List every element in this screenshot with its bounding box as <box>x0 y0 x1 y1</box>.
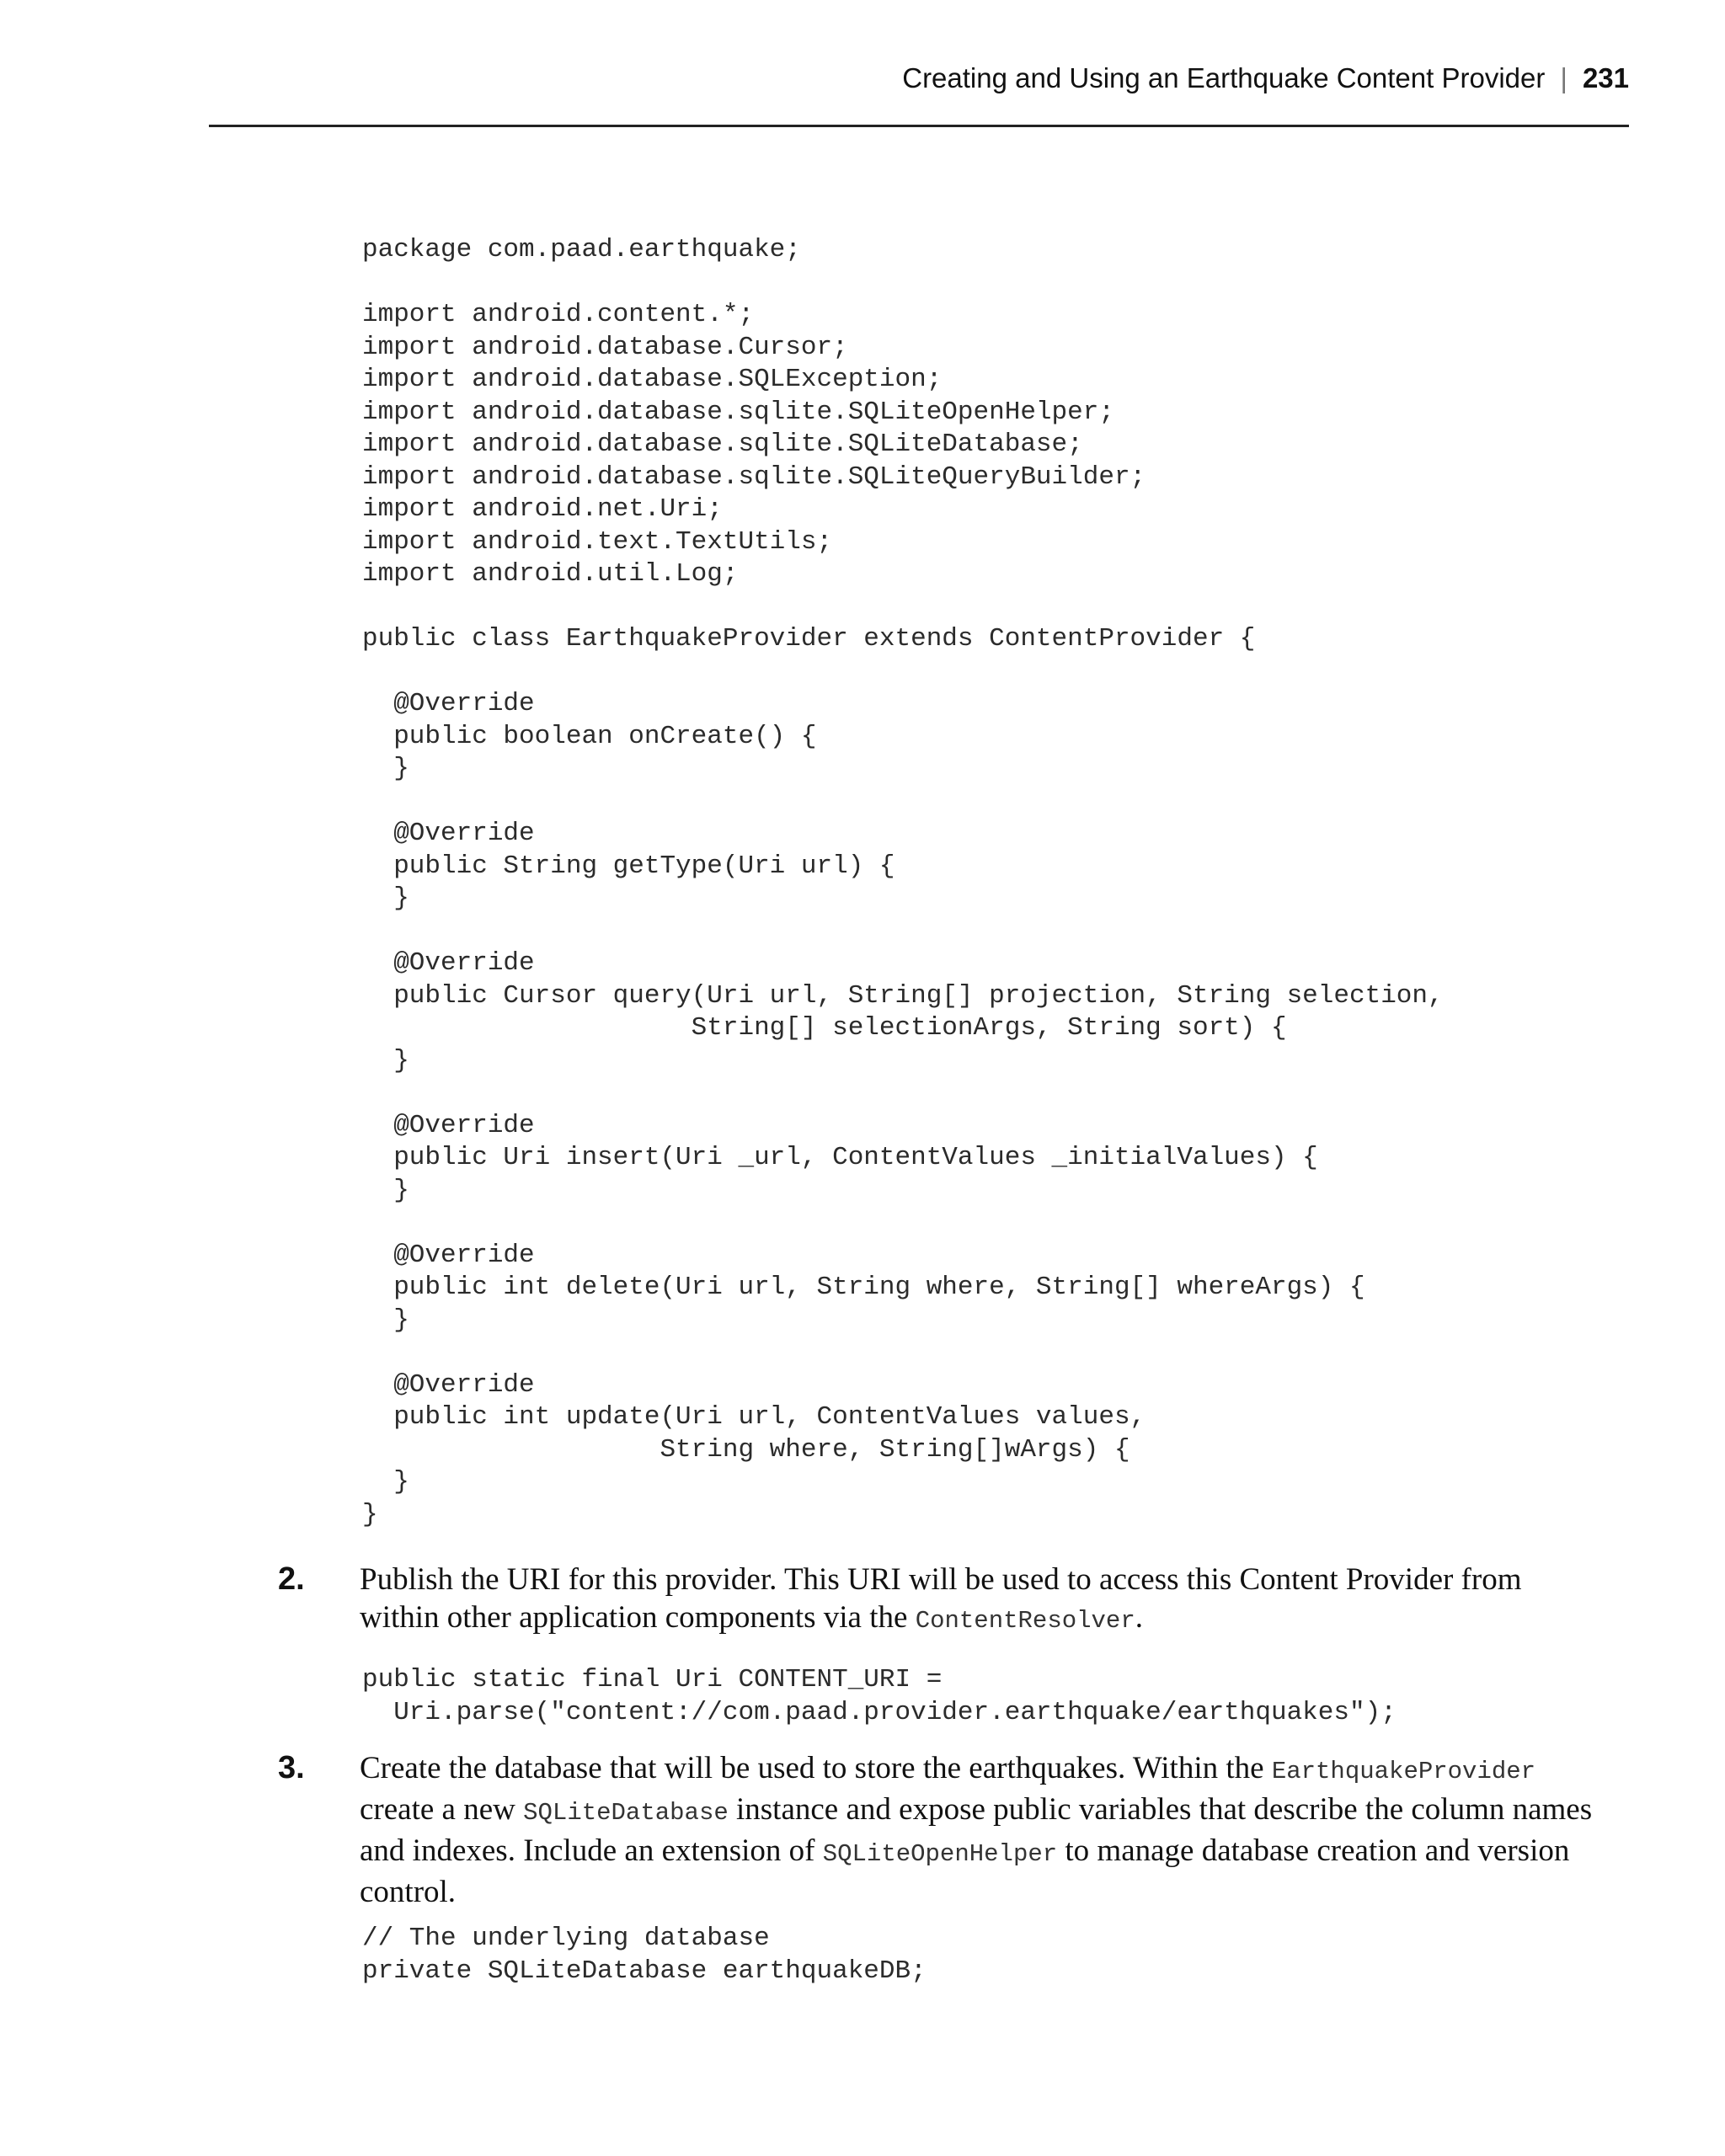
running-header-title: Creating and Using an Earthquake Content Provider <box>902 62 1546 93</box>
code-line: public int update(Uri url, ContentValues values, <box>362 1402 1146 1432</box>
running-header <box>209 62 1629 104</box>
inline-code: SQLiteDatabase <box>523 1799 729 1827</box>
code-line: String where, String[]wArgs) { <box>362 1434 1130 1465</box>
code-line: public static final Uri CONTENT_URI = <box>362 1665 943 1694</box>
code-line: import android.database.SQLException; <box>362 365 943 394</box>
code-line <box>362 591 1444 624</box>
code-line: // The underlying database <box>362 1924 770 1953</box>
inline-code: SQLiteOpenHelper <box>822 1840 1058 1868</box>
step-2-text: Publish the URI for this provider. This URI will be used to access this Content Provider from within other application components via the ContentResolver. <box>360 1562 1522 1635</box>
inline-code: EarthquakeProvider <box>1271 1758 1536 1785</box>
code-line <box>362 1077 1444 1110</box>
code-line <box>362 915 1444 948</box>
code-line: } <box>362 1305 409 1335</box>
code-line: } <box>362 883 409 913</box>
code-listing-database-field <box>362 1923 927 1988</box>
running-header-separator: | <box>1560 62 1567 93</box>
inline-code: ContentResolver <box>915 1607 1135 1635</box>
code-line <box>362 786 1444 819</box>
code-line: import android.database.sqlite.SQLiteOpenHelper; <box>362 397 1114 427</box>
code-line <box>362 656 1444 689</box>
code-line: import android.database.sqlite.SQLiteQueryBuilder; <box>362 462 1146 492</box>
code-line: import android.net.Uri; <box>362 494 723 524</box>
code-line: public int delete(Uri url, String where, String[] whereArgs) { <box>362 1273 1365 1302</box>
code-line: @Override <box>362 1369 535 1400</box>
code-line: public Uri insert(Uri _url, ContentValues _initialValues) { <box>362 1143 1318 1172</box>
page-number: 231 <box>1582 62 1629 93</box>
header-rule <box>209 125 1629 127</box>
code-line: import android.util.Log; <box>362 559 739 589</box>
code-line: @Override <box>362 689 535 718</box>
code-line: import android.text.TextUtils; <box>362 526 833 557</box>
code-line: } <box>362 1045 409 1075</box>
code-line: } <box>362 1467 409 1497</box>
code-line: @Override <box>362 819 535 848</box>
code-line: private SQLiteDatabase earthquakeDB; <box>362 1956 927 1986</box>
code-line: public String getType(Uri url) { <box>362 851 895 881</box>
code-line: public class EarthquakeProvider extends ContentProvider { <box>362 624 1256 654</box>
code-line: import android.content.*; <box>362 300 755 329</box>
step-number: 3. <box>278 1750 305 1785</box>
code-line: public boolean onCreate() { <box>362 721 817 751</box>
code-listing-content-uri <box>362 1664 1397 1729</box>
code-line: package com.paad.earthquake; <box>362 235 801 264</box>
code-line: Uri.parse("content://com.paad.provider.earthquake/earthquakes"); <box>362 1697 1397 1727</box>
code-line: String[] selectionArgs, String sort) { <box>362 1013 1287 1043</box>
code-line <box>362 267 1444 300</box>
code-line: @Override <box>362 1110 535 1140</box>
code-listing-provider-skeleton <box>362 234 1444 1531</box>
step-3-text: Create the database that will be used to store the earthquakes. Within the EarthquakeProvider create a new SQLiteDatabase instance and expose public variables that describe the column names and indexes. Include an extension of SQLiteOpenHelper to manage database creation and version control. <box>360 1751 1593 1909</box>
code-line: import android.database.Cursor; <box>362 332 848 362</box>
code-line: @Override <box>362 1240 535 1270</box>
code-line <box>362 1337 1444 1369</box>
code-line: } <box>362 1499 378 1529</box>
code-line: public Cursor query(Uri url, String[] projection, String selection, <box>362 980 1444 1011</box>
code-line <box>362 1207 1444 1240</box>
code-line: } <box>362 1175 409 1205</box>
code-line: @Override <box>362 948 535 978</box>
code-line: import android.database.sqlite.SQLiteDatabase; <box>362 430 1083 459</box>
code-line: } <box>362 754 409 783</box>
step-number: 2. <box>278 1561 305 1597</box>
